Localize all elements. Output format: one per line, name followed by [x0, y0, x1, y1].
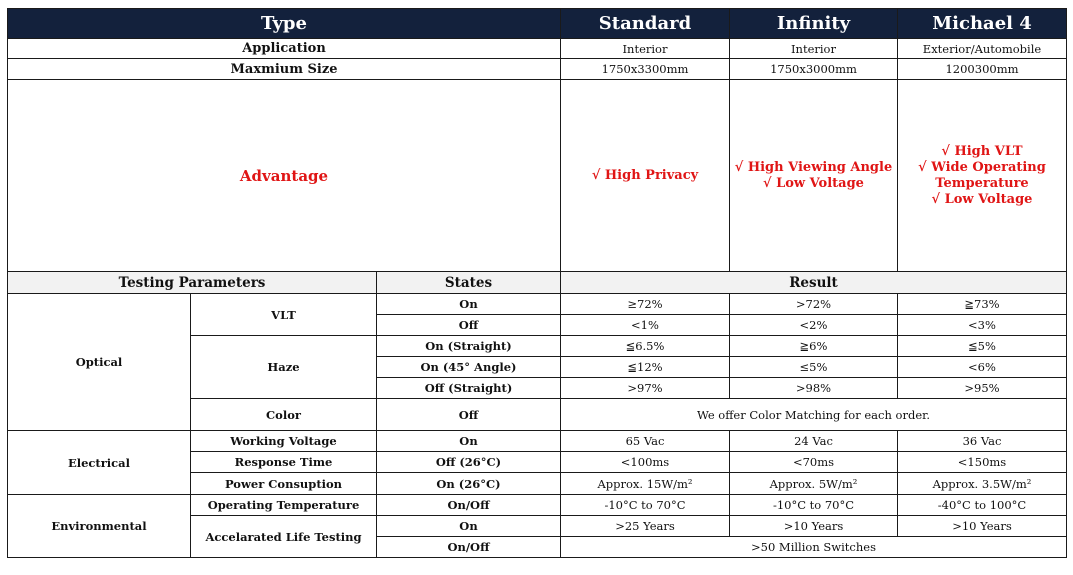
advantage-row — [8, 80, 1067, 272]
max-size-michael4: 1200300mm — [898, 59, 1067, 80]
result-cell: -10°C to 70°C — [730, 495, 898, 516]
result-cell: <1% — [561, 315, 730, 336]
state-cell: On/Off — [377, 537, 561, 558]
spec-table — [7, 8, 1067, 558]
max-size-infinity: 1750x3000mm — [730, 59, 898, 80]
result-cell: >10 Years — [730, 516, 898, 537]
result-cell: >25 Years — [561, 516, 730, 537]
advantage-standard — [561, 80, 730, 272]
table-row — [8, 431, 1067, 452]
color-label: Color — [191, 399, 377, 431]
result-cell: ≧6% — [730, 336, 898, 357]
result-cell: <70ms — [730, 452, 898, 473]
power-consumption-label: Power Consuption — [191, 473, 377, 495]
advantage-infinity-line: √ High Viewing Angle — [734, 159, 893, 175]
optical-label: Optical — [8, 294, 191, 431]
state-cell: On (Straight) — [377, 336, 561, 357]
product-header-michael4: Michael 4 — [898, 9, 1067, 39]
application-michael4: Exterior/Automobile — [898, 39, 1067, 59]
states-header: States — [377, 272, 561, 294]
table-row — [8, 294, 1067, 315]
result-cell: 36 Vac — [898, 431, 1067, 452]
result-cell: <3% — [898, 315, 1067, 336]
result-cell: -10°C to 70°C — [561, 495, 730, 516]
result-cell: ≤5% — [730, 357, 898, 378]
application-standard: Interior — [561, 39, 730, 59]
advantage-michael4-line: √ Low Voltage — [931, 191, 1033, 207]
advantage-michael4-line: √ Wide Operating — [918, 159, 1046, 175]
type-header: Type — [8, 9, 561, 39]
result-cell: -40°C to 100°C — [898, 495, 1067, 516]
max-size-standard: 1750x3300mm — [561, 59, 730, 80]
state-cell: Off — [377, 399, 561, 431]
haze-label: Haze — [191, 336, 377, 399]
advantage-infinity-line: √ Low Voltage — [763, 175, 864, 191]
result-cell: 65 Vac — [561, 431, 730, 452]
result-cell: <100ms — [561, 452, 730, 473]
state-cell: On — [377, 431, 561, 452]
result-cell: Approx. 5W/m² — [730, 473, 898, 495]
table-row — [8, 495, 1067, 516]
state-cell: On/Off — [377, 495, 561, 516]
result-cell: ≥72% — [561, 294, 730, 315]
result-cell: ≦12% — [561, 357, 730, 378]
result-cell: 24 Vac — [730, 431, 898, 452]
state-cell: Off (Straight) — [377, 378, 561, 399]
state-cell: On (45° Angle) — [377, 357, 561, 378]
advantage-label: Advantage — [8, 80, 561, 272]
electrical-label: Electrical — [8, 431, 191, 495]
state-cell: Off (26°C) — [377, 452, 561, 473]
color-matching-note: We offer Color Matching for each order. — [561, 399, 1067, 431]
response-time-label: Response Time — [191, 452, 377, 473]
result-cell: >10 Years — [898, 516, 1067, 537]
result-cell: >95% — [898, 378, 1067, 399]
million-switches-cell: >50 Million Switches — [561, 537, 1067, 558]
advantage-infinity — [730, 80, 898, 272]
result-cell: ≦5% — [898, 336, 1067, 357]
result-cell: >97% — [561, 378, 730, 399]
result-cell: <150ms — [898, 452, 1067, 473]
result-cell: >98% — [730, 378, 898, 399]
header-row — [8, 9, 1067, 39]
result-cell: ≧73% — [898, 294, 1067, 315]
application-row — [8, 39, 1067, 59]
max-size-label: Maxmium Size — [8, 59, 561, 80]
result-cell: Approx. 15W/m² — [561, 473, 730, 495]
application-label: Application — [8, 39, 561, 59]
operating-temperature-label: Operating Temperature — [191, 495, 377, 516]
advantage-michael4-line: Temperature — [935, 175, 1029, 191]
vlt-label: VLT — [191, 294, 377, 336]
advantage-standard-line: √ High Privacy — [591, 167, 699, 183]
result-cell: Approx. 3.5W/m² — [898, 473, 1067, 495]
result-header: Result — [561, 272, 1067, 294]
working-voltage-label: Working Voltage — [191, 431, 377, 452]
max-size-row — [8, 59, 1067, 80]
product-header-standard: Standard — [561, 9, 730, 39]
params-header-row — [8, 272, 1067, 294]
result-cell: <2% — [730, 315, 898, 336]
application-infinity: Interior — [730, 39, 898, 59]
result-cell: >72% — [730, 294, 898, 315]
product-header-infinity: Infinity — [730, 9, 898, 39]
result-cell: <6% — [898, 357, 1067, 378]
advantage-michael4 — [898, 80, 1067, 272]
state-cell: On (26°C) — [377, 473, 561, 495]
life-testing-label: Accelarated Life Testing — [191, 516, 377, 558]
state-cell: On — [377, 294, 561, 315]
testing-parameters-header: Testing Parameters — [8, 272, 377, 294]
result-cell: ≦6.5% — [561, 336, 730, 357]
environmental-label: Environmental — [8, 495, 191, 558]
advantage-michael4-line: √ High VLT — [941, 143, 1023, 159]
state-cell: Off — [377, 315, 561, 336]
state-cell: On — [377, 516, 561, 537]
